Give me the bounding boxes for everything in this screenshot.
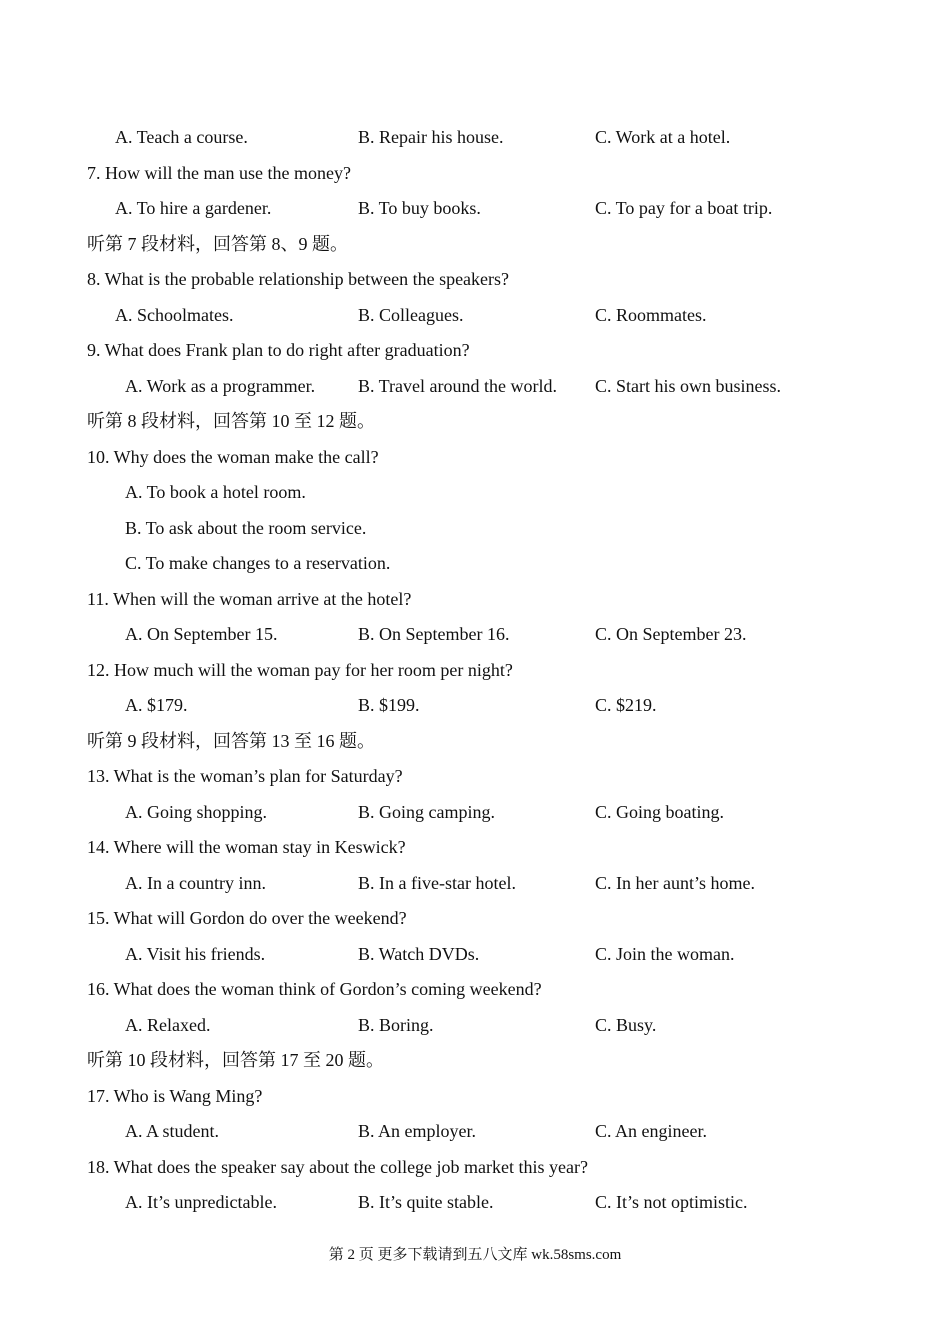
section-instruction: 听第 9 段材料，回答第 13 至 16 题。 — [87, 731, 375, 751]
section-instruction: 听第 7 段材料，回答第 8、9 题。 — [87, 234, 348, 254]
option-a: A. Visit his friends. — [125, 944, 266, 964]
question-stem: 13. What is the woman’s plan for Saturday? — [87, 766, 403, 786]
option-a: A. It’s unpredictable. — [125, 1192, 277, 1212]
option-b: B. Going camping. — [358, 802, 495, 822]
question-stem: 8. What is the probable relationship between the speakers? — [87, 269, 510, 289]
option-line: C. To make changes to a reservation. — [125, 553, 391, 573]
option-c: C. Start his own business. — [595, 376, 782, 396]
section-instruction: 听第 10 段材料，回答第 17 至 20 题。 — [87, 1050, 384, 1070]
option-c: C. Going boating. — [595, 802, 724, 822]
page-footer: 第 2 页 更多下载请到五八文库 wk.58sms.com — [328, 1247, 622, 1263]
option-b: B. Travel around the world. — [358, 376, 557, 396]
question-stem: 7. How will the man use the money? — [87, 163, 351, 183]
option-b: B. Repair his house. — [358, 127, 504, 147]
option-b: B. Watch DVDs. — [358, 944, 480, 964]
option-c: C. Roommates. — [595, 305, 707, 325]
option-b: B. Colleagues. — [358, 305, 464, 325]
section-instruction: 听第 8 段材料，回答第 10 至 12 题。 — [87, 411, 375, 431]
option-a: A. Relaxed. — [125, 1015, 211, 1035]
option-b: B. $199. — [358, 695, 420, 715]
option-c: C. In her aunt’s home. — [595, 873, 755, 893]
question-stem: 10. Why does the woman make the call? — [87, 447, 379, 467]
option-c: C. To pay for a boat trip. — [595, 198, 773, 218]
option-c: C. $219. — [595, 695, 657, 715]
option-a: A. On September 15. — [125, 624, 278, 644]
option-b: B. An employer. — [358, 1121, 476, 1141]
option-a: A. $179. — [125, 695, 188, 715]
option-a: A. A student. — [125, 1121, 220, 1141]
option-b: B. It’s quite stable. — [358, 1192, 494, 1212]
option-c: C. On September 23. — [595, 624, 747, 644]
question-stem: 12. How much will the woman pay for her room per night? — [87, 660, 513, 680]
option-a: A. Work as a programmer. — [125, 376, 316, 396]
question-stem: 11. When will the woman arrive at the hotel? — [87, 589, 412, 609]
option-c: C. Busy. — [595, 1015, 657, 1035]
option-a: A. Schoolmates. — [115, 305, 234, 325]
option-c: C. It’s not optimistic. — [595, 1192, 748, 1212]
question-stem: 18. What does the speaker say about the college job market this year? — [87, 1157, 588, 1177]
option-a: A. To hire a gardener. — [115, 198, 272, 218]
option-a: A. Going shopping. — [125, 802, 268, 822]
question-stem: 17. Who is Wang Ming? — [87, 1086, 263, 1106]
question-stem: 9. What does Frank plan to do right after graduation? — [87, 340, 470, 360]
option-b: B. In a five-star hotel. — [358, 873, 516, 893]
option-a: A. Teach a course. — [115, 127, 248, 147]
option-a: A. In a country inn. — [125, 873, 266, 893]
option-c: C. An engineer. — [595, 1121, 707, 1141]
option-b: B. Boring. — [358, 1015, 434, 1035]
question-stem: 15. What will Gordon do over the weekend? — [87, 908, 407, 928]
option-b: B. To buy books. — [358, 198, 481, 218]
option-c: C. Work at a hotel. — [595, 127, 731, 147]
question-stem: 14. Where will the woman stay in Keswick? — [87, 837, 406, 857]
question-stem: 16. What does the woman think of Gordon’s coming weekend? — [87, 979, 542, 999]
option-c: C. Join the woman. — [595, 944, 735, 964]
option-line: A. To book a hotel room. — [125, 482, 306, 502]
option-b: B. On September 16. — [358, 624, 510, 644]
option-line: B. To ask about the room service. — [125, 518, 367, 538]
